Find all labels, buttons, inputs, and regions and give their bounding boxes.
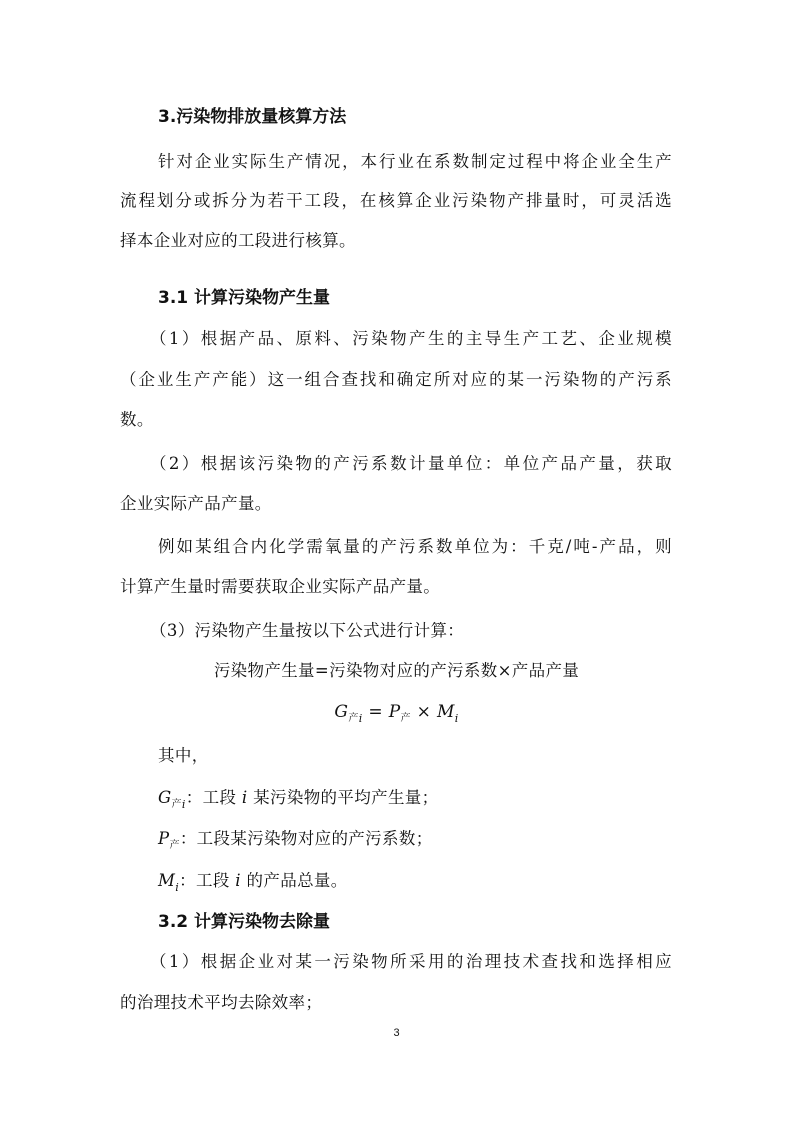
section-3-heading: 3.污染物排放量核算方法: [158, 107, 347, 127]
section-3-2-heading: 3.2 计算污染物去除量: [158, 912, 331, 932]
def-m-symbol: M: [158, 871, 176, 890]
removal-step-1-line: （1）根据企业对某一污染物所采用的治理技术查找和选择相应: [150, 952, 672, 971]
def-m-sub-i: i: [175, 881, 180, 894]
definition-m: [158, 869, 348, 900]
definition-p: [158, 827, 433, 858]
step-1-line: （企业生产产能）这一组合查找和确定所对应的某一污染物的产污系: [120, 370, 672, 389]
paragraph-line: 针对企业实际生产情况，本行业在系数制定过程中将企业全生产: [158, 152, 672, 171]
def-p-sub: 产: [169, 840, 180, 851]
section-3-1-heading: 3.1 计算污染物产生量: [158, 288, 331, 308]
def-p-symbol: P: [158, 829, 170, 848]
formula-g: G: [334, 702, 349, 722]
page-number: 3: [393, 1027, 400, 1039]
def-g-sub-i: i: [181, 798, 186, 811]
def-g-var: i: [241, 788, 248, 807]
def-m-text2: 的产品总量。: [240, 871, 348, 890]
formula-text: 污染物产生量=污染物对应的产污系数×产品产量: [213, 661, 580, 680]
formula-g-sub-i: i: [358, 712, 363, 725]
formula-m: M: [436, 702, 455, 722]
formula-equals: =: [362, 702, 389, 722]
formula-m-sub-i: i: [454, 712, 459, 725]
step-2-line: 企业实际产品产量。: [120, 494, 272, 513]
where-label: 其中，: [158, 746, 209, 765]
def-m-var: i: [235, 871, 241, 890]
definition-g: [158, 786, 439, 817]
formula-g-sub-chan: 产: [348, 713, 359, 724]
def-g-symbol: G: [158, 788, 172, 807]
formula-p-sub-chan: 产: [400, 713, 411, 724]
def-g-text: ：工段: [185, 788, 242, 807]
step-3-line: （3）污染物产生量按以下公式进行计算：: [150, 621, 465, 640]
paragraph-line: 择本企业对应的工段进行核算。: [120, 231, 356, 250]
formula-p: P: [388, 702, 401, 722]
example-line: 例如某组合内化学需氧量的产污系数单位为：千克/吨-产品，则: [158, 537, 672, 556]
removal-step-1-line: 的治理技术平均去除效率；: [120, 993, 323, 1012]
def-m-text: ：工段: [179, 871, 236, 890]
formula-times: ×: [410, 702, 437, 722]
def-p-text: ：工段某污染物对应的产污系数；: [179, 829, 433, 848]
def-g-text2: 某污染物的平均产生量；: [247, 788, 439, 807]
def-g-sub: 产: [171, 799, 182, 810]
paragraph-line: 流程划分或拆分为若干工段，在核算企业污染物产排量时，可灵活选: [120, 191, 672, 210]
step-2-line: （2）根据该污染物的产污系数计量单位：单位产品产量，获取: [150, 454, 672, 473]
formula-equation: [0, 700, 793, 731]
step-1-line: （1）根据产品、原料、污染物产生的主导生产工艺、企业规模: [150, 329, 672, 348]
step-1-line: 数。: [120, 410, 154, 429]
example-line: 计算产生量时需要获取企业实际产品产量。: [120, 577, 441, 596]
